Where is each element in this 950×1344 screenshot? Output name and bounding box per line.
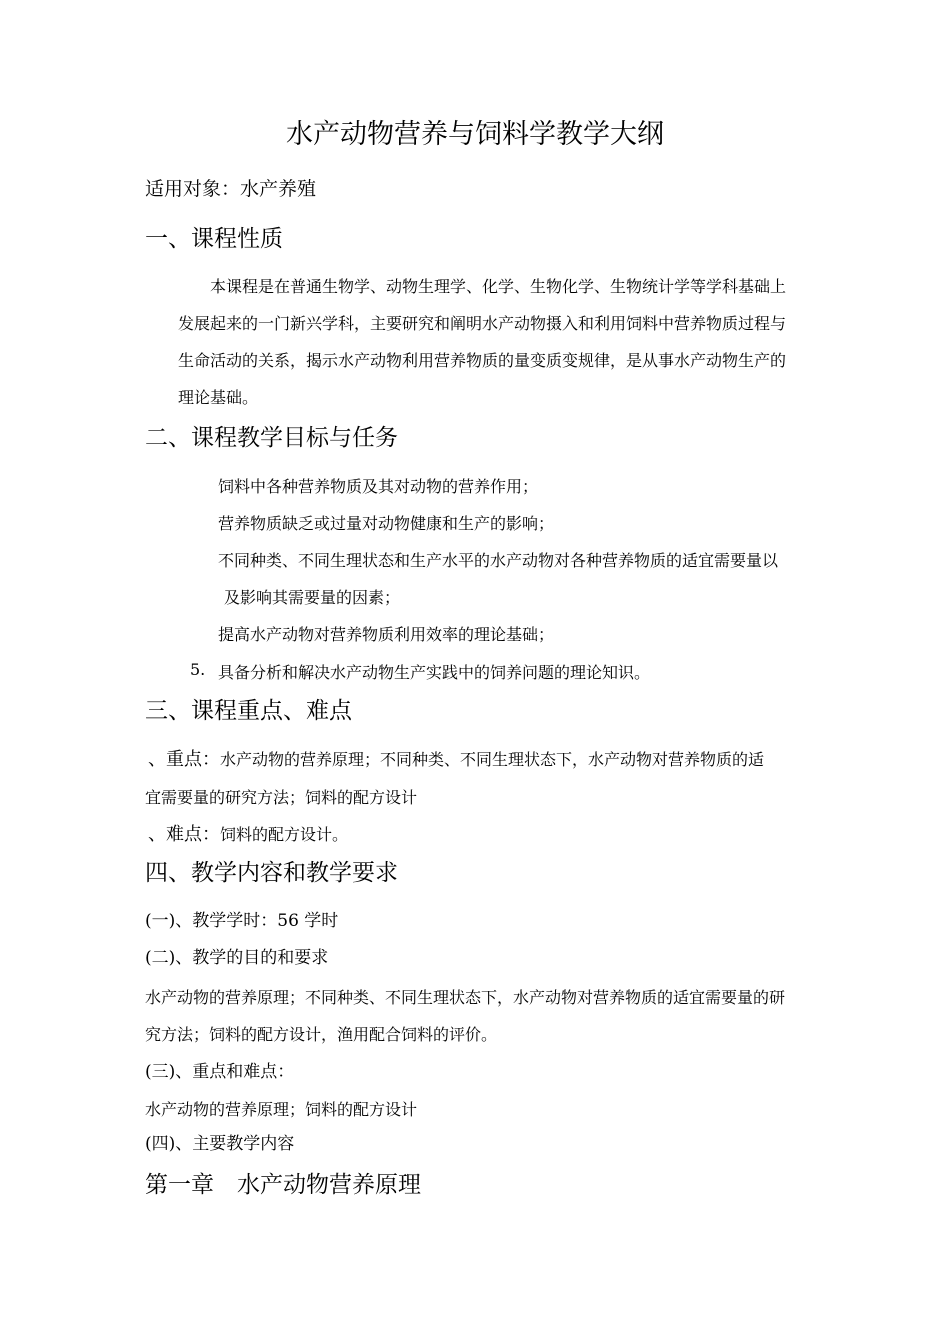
difficult-points-line bbox=[148, 820, 348, 846]
list-item-continuation: 及影响其需要量的因素； bbox=[224, 588, 401, 607]
keypoints-text: 水产动物的营养原理；饲料的配方设计 bbox=[145, 1100, 418, 1119]
key-points-label: 、重点： bbox=[148, 749, 220, 770]
list-item-number: 5. bbox=[190, 660, 206, 679]
page-title: 水产动物营养与饲料学教学大纲 bbox=[286, 119, 664, 150]
list-item: 提高水产动物对营养物质利用效率的理论基础； bbox=[218, 625, 555, 644]
subsection-aims-heading: (二)、教学的目的和要求 bbox=[145, 948, 329, 968]
paragraph-line: 理论基础。 bbox=[178, 388, 259, 407]
key-points-line bbox=[148, 745, 764, 771]
section-heading-4: 四、教学内容和教学要求 bbox=[145, 860, 398, 886]
section-heading-1: 一、课程性质 bbox=[145, 226, 283, 252]
subsection-content-heading: (四)、主要教学内容 bbox=[145, 1134, 295, 1154]
paragraph-line: 本课程是在普通生物学、动物生理学、化学、生物化学、生物统计学等学科基础上 bbox=[210, 277, 787, 296]
paragraph-line: 生命活动的关系，揭示水产动物利用营养物质的量变质变规律，是从事水产动物生产的 bbox=[178, 351, 787, 370]
audience-line: 适用对象：水产养殖 bbox=[145, 178, 317, 200]
subsection-keypoints-heading: (三)、重点和难点： bbox=[145, 1062, 295, 1082]
aims-line: 水产动物的营养原理；不同种类、不同生理状态下，水产动物对营养物质的适宜需要量的研 bbox=[145, 988, 786, 1007]
list-item: 不同种类、不同生理状态和生产水平的水产动物对各种营养物质的适宜需要量以 bbox=[218, 551, 779, 570]
list-item: 营养物质缺乏或过量对动物健康和生产的影响； bbox=[218, 514, 555, 533]
list-item: 饲料中各种营养物质及其对动物的营养作用； bbox=[218, 477, 539, 496]
key-points-text: 水产动物的营养原理；不同种类、不同生理状态下，水产动物对营养物质的适 bbox=[220, 750, 765, 769]
section-heading-3: 三、课程重点、难点 bbox=[145, 698, 352, 724]
key-points-line: 宜需要量的研究方法；饲料的配方设计 bbox=[145, 788, 418, 807]
subsection-hours: (一)、教学学时：56 学时 bbox=[145, 911, 339, 931]
paragraph-line: 发展起来的一门新兴学科，主要研究和阐明水产动物摄入和利用饲料中营养物质过程与 bbox=[178, 314, 787, 333]
chapter-heading: 第一章 水产动物营养原理 bbox=[145, 1172, 421, 1198]
difficult-points-text: 饲料的配方设计。 bbox=[220, 825, 349, 844]
aims-line: 究方法；饲料的配方设计，渔用配合饲料的评价。 bbox=[145, 1025, 498, 1044]
list-item: 具备分析和解决水产动物生产实践中的饲养问题的理论知识。 bbox=[218, 663, 651, 682]
section-heading-2: 二、课程教学目标与任务 bbox=[145, 425, 398, 451]
difficult-points-label: 、难点： bbox=[148, 824, 220, 845]
